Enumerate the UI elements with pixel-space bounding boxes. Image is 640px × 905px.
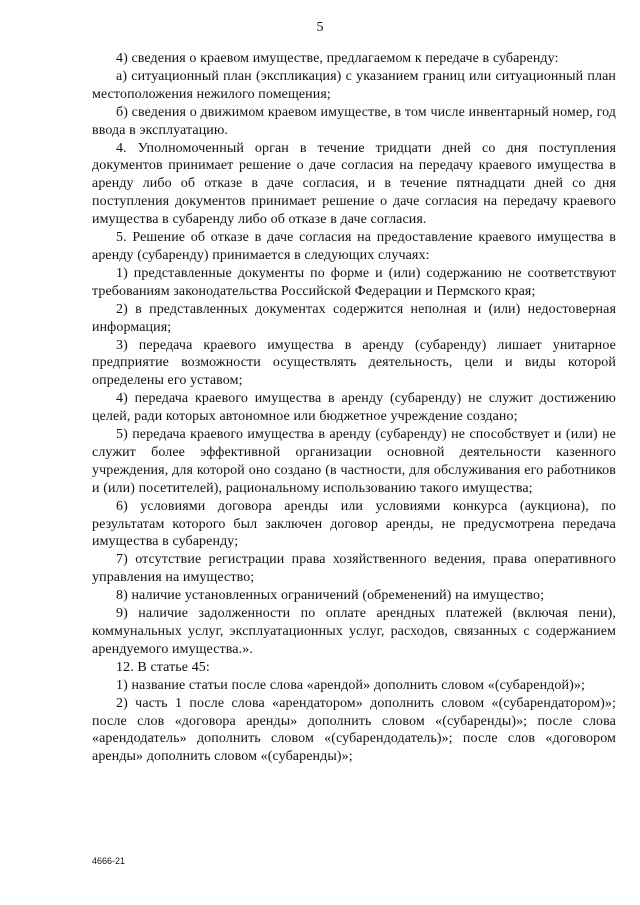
document-body xyxy=(92,50,616,766)
paragraph-item-5: 5. Решение об отказе в даче согласия на предоставление краевого имущества в аренду (субаренду) принимается в следующих случаях: xyxy=(92,230,616,263)
paragraph-amend-1: 1) название статьи после слова «арендой» дополнить словом «(субарендой)»; xyxy=(116,677,585,693)
paragraph-sub-a: а) ситуационный план (экспликация) с указанием границ или ситуационный план местоположения нежилого помещения; xyxy=(92,68,616,102)
document-code: 4666-21 xyxy=(92,856,126,866)
paragraph-case-3: 3) передача краевого имущества в аренду (субаренду) лишает унитарное предприятие возможности осуществлять деятельность, цели и виды которой определены его уставом; xyxy=(92,337,616,389)
paragraph-sub-b: б) сведения о движимом краевом имуществе, в том числе инвентарный номер, год ввода в эксплуатацию. xyxy=(92,104,616,138)
paragraph-case-8: 8) наличие установленных ограничений (обременений) на имущество; xyxy=(116,588,545,604)
paragraph-item-12: 12. В статье 45: xyxy=(116,659,210,675)
paragraph-case-2: 2) в представленных документах содержится неполная и (или) недостоверная информация; xyxy=(92,301,616,335)
paragraph-amend-2: 2) часть 1 после слова «арендатором» дополнить словом «(субарендатором)»; после слов «договора аренды» дополнить словом «(субаренды)»; после слова «арендодатель» дополнить словом «(субарендодатель)»; после слов «договором аренды» дополнить словом «(субаренды)»; xyxy=(92,695,616,765)
paragraph-case-6: 6) условиями договора аренды или условиями конкурса (аукциона), по результатам которого был заключен договор аренды, не предусмотрена передача имущества в субаренду; xyxy=(92,498,616,550)
paragraph-case-5: 5) передача краевого имущества в аренду (субаренду) не способствует и (или) не служит более эффективной организации основной деятельности казенного учреждения, для которой оно создано (в частности, для обслуживания его работников и (или) посетителей), рациональному использованию такого имущества; xyxy=(92,427,616,496)
page-number: 5 xyxy=(316,20,324,35)
paragraph-case-1: 1) представленные документы по форме и (или) содержанию не соответствуют требованиям законодательства Российской Федерации и Пермского края; xyxy=(92,265,616,299)
paragraph-item-4: 4. Уполномоченный орган в течение тридцати дней со дня поступления документов принимает решение о даче согласия на передачу краевого имущества в аренду либо об отказе в даче согласия, и в течение пятнадцати дней со дня поступления документов принимает решение о даче согласия на передачу краевого имущества в субаренду либо об отказе в даче согласия. xyxy=(92,140,616,228)
paragraph-case-4: 4) передача краевого имущества в аренду (субаренду) не служит достижению целей, ради которых автономное или бюджетное учреждение создано; xyxy=(92,391,616,425)
paragraph-case-9: 9) наличие задолженности по оплате арендных платежей (включая пени), коммунальных услуг, эксплуатационных услуг, расходов, связанных с содержанием арендуемого имущества.». xyxy=(92,606,616,657)
paragraph-sub-4: 4) сведения о краевом имуществе, предлагаемом к передаче в субаренду: xyxy=(116,51,559,66)
paragraph-case-7: 7) отсутствие регистрации права хозяйственного ведения, права оперативного управления на имущество; xyxy=(92,552,616,586)
